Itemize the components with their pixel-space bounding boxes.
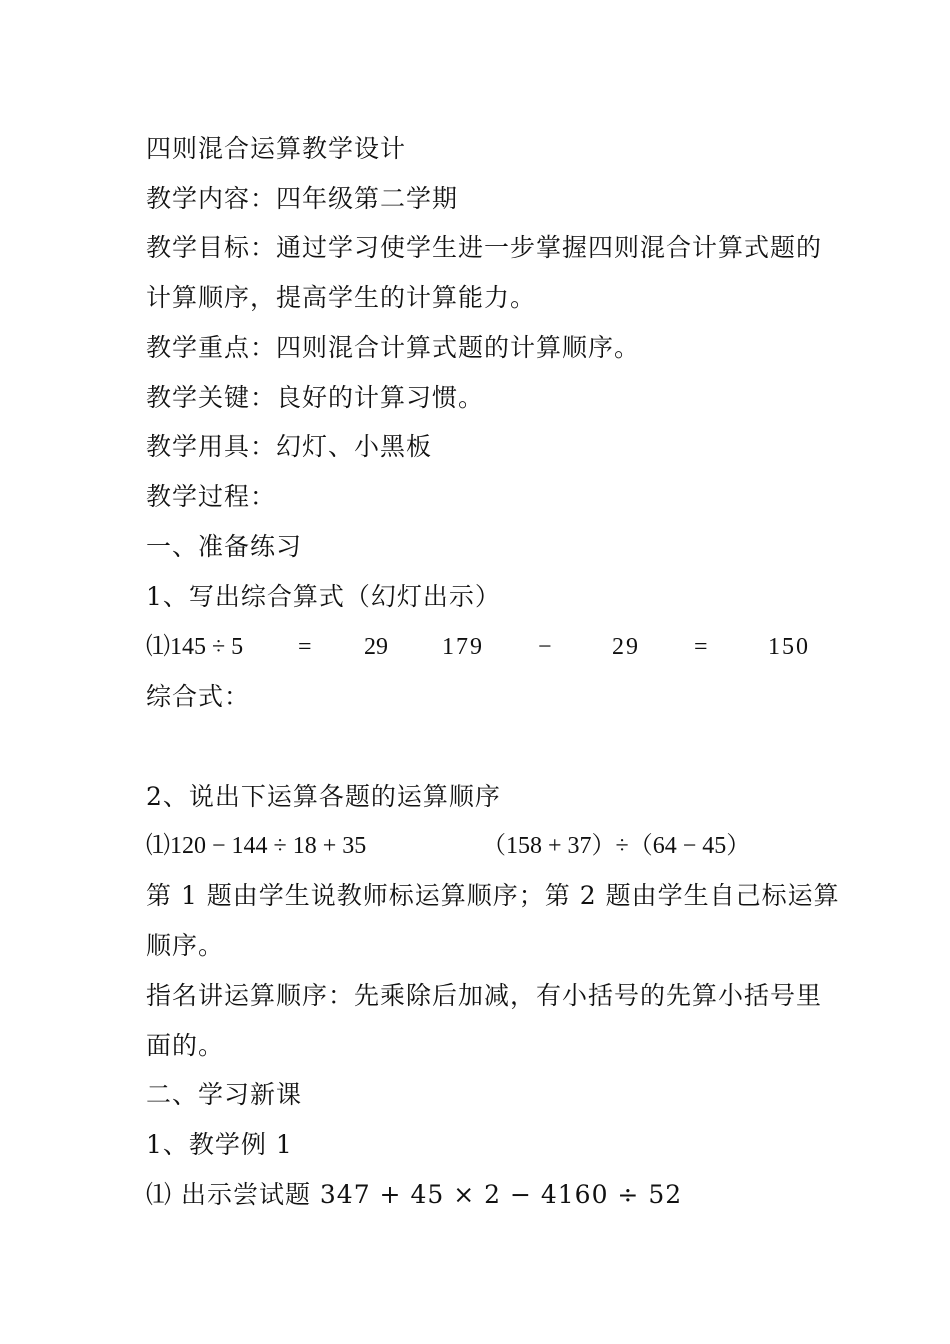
equation-1-part-b: 29 [364,634,388,660]
equation-1-part-d: 29 [612,634,640,660]
equation-2-part-a: ⑴120 − 144 ÷ 18 + 35 [146,833,367,859]
section-heading-1: 一、准备练习 [146,532,303,561]
combined-expression-label: 综合式： [146,682,251,711]
equation-1-equals-b: = [694,634,708,660]
equation-1-part-e: 150 [768,634,810,660]
equation-1-equals-a: = [298,634,312,660]
note-2-line-1: 指名讲运算顺序：先乘除后加减，有小括号的先算小括号里 [146,981,823,1010]
exercise-item-2: 2、说出下运算各题的运算顺序 [146,782,501,811]
equation-1-part-a: ⑴145 ÷ 5 [146,634,244,660]
note-1-line-1: 第 1 题由学生说教师标运算顺序；第 2 题由学生自己标运算 [146,881,840,910]
document-title: 四则混合运算教学设计 [146,134,407,163]
teaching-goal-line-2: 计算顺序，提高学生的计算能力。 [146,283,537,312]
note-2-line-2: 面的。 [146,1031,225,1060]
equation-row-2 [146,831,806,861]
section-heading-2: 二、学习新课 [146,1080,303,1109]
teaching-tools: 教学用具：幻灯、小黑板 [146,432,433,461]
equation-2-part-b: （158 + 37）÷（64 − 45） [482,833,751,859]
teaching-goal-line-1: 教学目标：通过学习使学生进一步掌握四则混合计算式题的 [146,233,823,262]
teaching-key: 教学关键：良好的计算习惯。 [146,383,485,412]
exercise-item-1: 1、写出综合算式（幻灯出示） [146,582,501,611]
equation-row-1 [146,632,810,662]
teaching-key-point: 教学重点：四则混合计算式题的计算顺序。 [146,333,641,362]
lesson-item-2: ⑴ 出示尝试题 347 + 45 × 2 − 4160 ÷ 52 [146,1180,683,1209]
lesson-item-1: 1、教学例 1 [146,1130,293,1159]
teaching-content: 教学内容：四年级第二学期 [146,184,459,213]
equation-1-minus: − [538,634,552,660]
equation-1-part-c: 179 [442,634,484,660]
teaching-process: 教学过程： [146,482,277,511]
note-1-line-2: 顺序。 [146,931,225,960]
